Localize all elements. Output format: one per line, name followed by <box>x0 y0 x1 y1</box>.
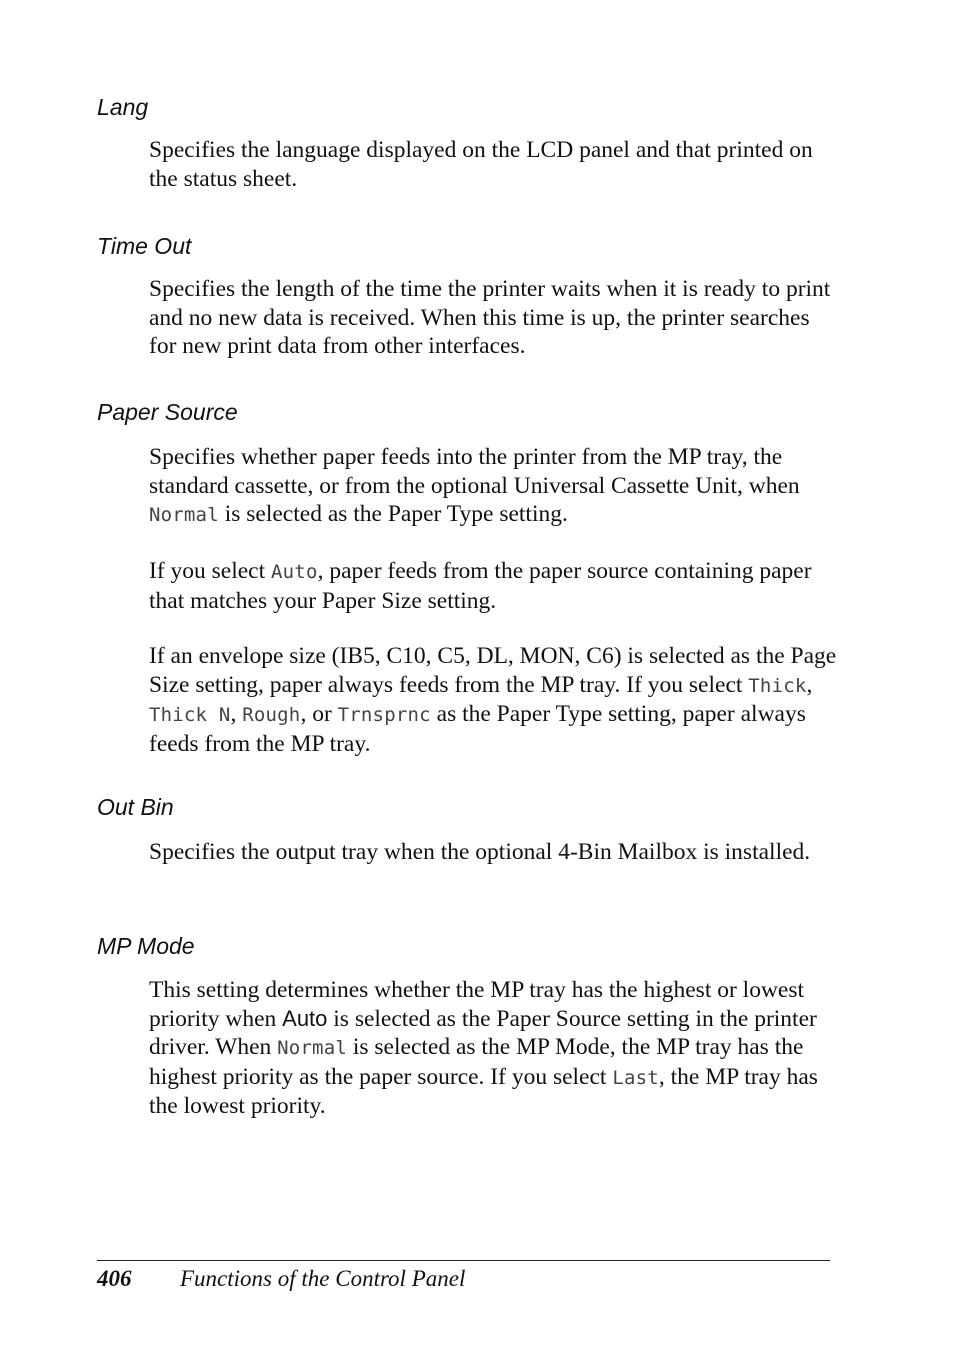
heading-mp-mode: MP Mode <box>97 933 195 959</box>
lcd-value-thick-n: Thick N <box>149 704 231 726</box>
lcd-value-rough: Rough <box>242 704 301 726</box>
paragraph-paper-source-2 <box>149 557 839 615</box>
text-run: If an envelope size (IB5, C10, C5, DL, MON, C6) is selected as the Page Size setting, paper always feeds from the MP tray. If you select <box>149 643 837 698</box>
heading-out-bin: Out Bin <box>97 794 174 820</box>
lcd-value-trnsprnc: Trnsprnc <box>337 704 431 726</box>
lcd-value-normal: Normal <box>277 1037 347 1059</box>
paragraph-out-bin: Specifies the output tray when the optional 4-Bin Mailbox is installed. <box>149 839 811 865</box>
text-run: Specifies whether paper feeds into the printer from the MP tray, the standard cassette, or from the optional Universal Cassette Unit, when <box>149 444 800 499</box>
running-title: Functions of the Control Panel <box>180 1266 466 1291</box>
page-number: 406 <box>97 1266 132 1291</box>
lcd-value-normal: Normal <box>149 504 219 526</box>
text-run: is selected as the Paper Source setting in the printer driver. When <box>149 1005 817 1060</box>
text-run: is selected as the MP Mode, the MP tray has the highest priority as the paper source. If you select <box>149 1034 804 1090</box>
heading-paper-source: Paper Source <box>97 399 238 425</box>
footer-divider <box>97 1260 830 1261</box>
lcd-value-auto: Auto <box>271 561 318 583</box>
lcd-value-thick: Thick <box>748 674 807 697</box>
separator: , <box>806 671 813 698</box>
lcd-value-last: Last <box>612 1066 659 1089</box>
heading-lang: Lang <box>97 94 149 120</box>
paragraph-lang: Specifies the language displayed on the LCD panel and that printed on the status sheet. <box>149 137 813 192</box>
text-run: This setting determines whether the MP tray has the highest or lowest priority when <box>149 977 805 1032</box>
separator: , <box>230 701 243 727</box>
text-run: , the MP tray has the lowest priority. <box>149 1063 818 1119</box>
heading-time-out: Time Out <box>97 233 192 259</box>
paragraph-paper-source-3 <box>149 642 839 758</box>
paragraph-paper-source-1 <box>149 443 839 530</box>
text-run: If you select <box>149 558 272 584</box>
paragraph-mp-mode <box>149 976 839 1121</box>
text-run: as the Paper Type setting, paper always feeds from the MP tray. <box>149 701 806 757</box>
text-run: , paper feeds from the paper source containing paper that matches your Paper Size setting. <box>149 558 812 614</box>
separator: , or <box>300 701 338 727</box>
driver-value-auto: Auto <box>282 1005 328 1031</box>
text-run: is selected as the Paper Type setting. <box>218 501 568 527</box>
paragraph-time-out: Specifies the length of the time the printer waits when it is ready to print and no new data is received. When this time is up, the printer searches for new print data from other interfaces. <box>149 276 831 359</box>
